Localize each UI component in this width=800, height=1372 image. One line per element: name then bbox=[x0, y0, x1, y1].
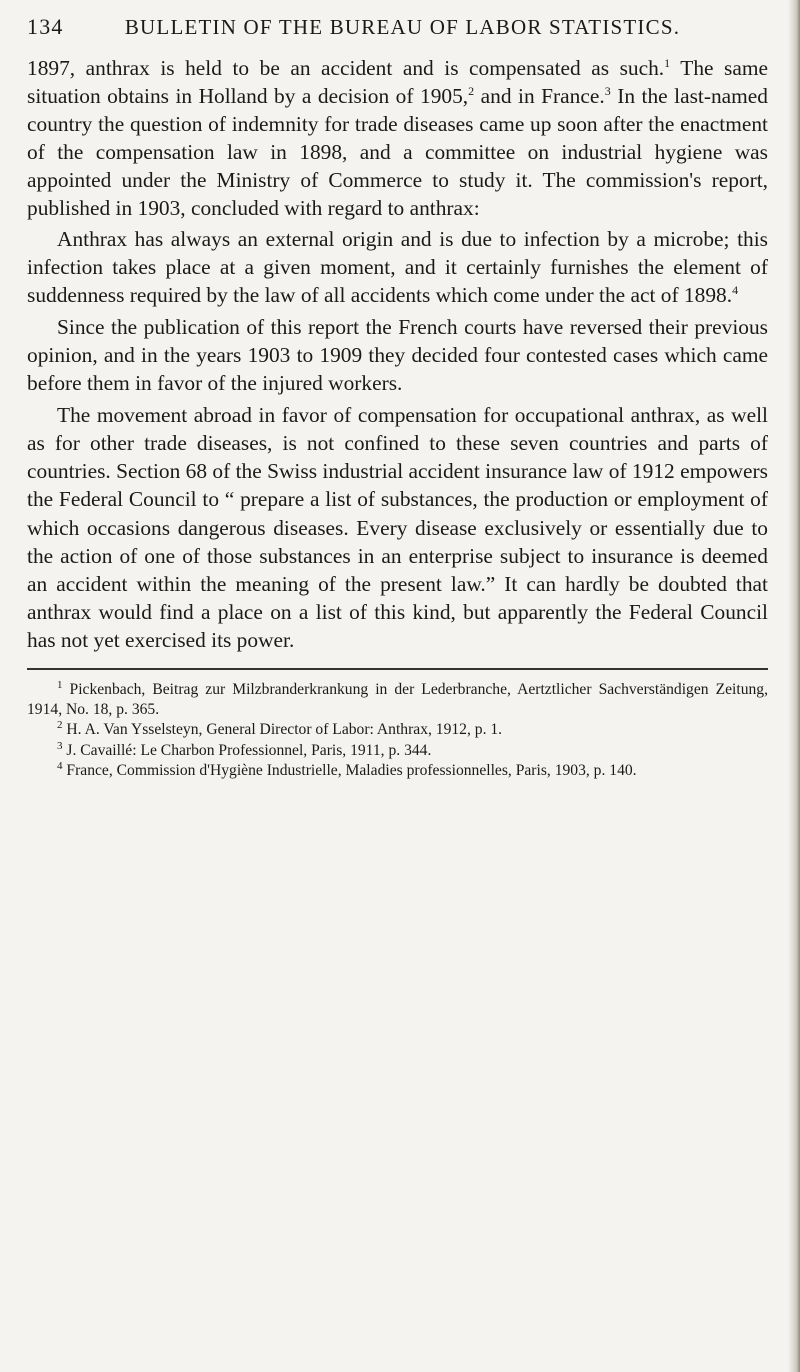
text-segment: Since the publication of this report the French courts have reversed their previous opinion, and in the years 1903 to 1909 they decided four contested cases which came before them in favor of the injured workers. bbox=[27, 314, 768, 396]
text-segment: and in France. bbox=[474, 84, 605, 109]
paragraph bbox=[27, 401, 768, 654]
footnote-marker: 2 bbox=[57, 719, 63, 732]
footnote bbox=[27, 761, 768, 781]
footnotes bbox=[27, 680, 768, 781]
footnote-text: J. Cavaillé: Le Charbon Professionnel, Paris, 1911, p. 344. bbox=[66, 741, 432, 759]
footnote-marker: 4 bbox=[57, 759, 63, 772]
footnote-marker: 1 bbox=[57, 678, 63, 691]
footnote bbox=[27, 680, 768, 720]
paragraph-continuation bbox=[27, 54, 768, 223]
text-segment: The movement abroad in favor of compensation for occupational anthrax, as well as for other trade diseases, is not confined to these seven countries and parts of countries. Section 68 of the Swiss industrial accident insurance law of 1912 empowers the Federal Council to “ prepare a list of substances, the production or employment of which occasions dangerous diseases. Every disease exclusively or essentially due to the action of one of those substances in an enterprise subject to insurance is deemed an accident within the meaning of the present law.” It can hardly be doubted that anthrax would find a place on a list of this kind, but apparently the Federal Council has not yet exercised its power. bbox=[27, 403, 768, 652]
page-number: 134 bbox=[27, 14, 64, 39]
footnote-reference: 3 bbox=[604, 84, 611, 99]
footnote-reference: 2 bbox=[468, 84, 475, 99]
running-title: BULLETIN OF THE BUREAU OF LABOR STATISTICS. bbox=[124, 15, 681, 39]
page-edge-shadow bbox=[788, 0, 800, 1372]
text-segment: In the last-named country the question of indemnity for trade diseases came up soon after the enactment of the compensation law in 1898, and a committee on industrial hygiene was appointed under the Ministry of Commerce to study it. The commission's report, published in 1903, concluded with regard to anthrax: bbox=[27, 84, 768, 221]
text-segment: Anthrax has always an external origin and is due to infection by a microbe; this infection takes place at a given moment, and it certainly furnishes the element of suddenness required by the law of all accidents which come under the act of 1898. bbox=[27, 226, 768, 307]
footnote-divider bbox=[27, 668, 768, 670]
footnote-text: H. A. Van Ysselsteyn, General Director of Labor: Anthrax, 1912, p. 1. bbox=[66, 721, 503, 739]
text-segment: The same situation obtains in Holland by a decision of 1905, bbox=[27, 56, 769, 109]
footnote-reference: 1 bbox=[664, 56, 671, 70]
text-segment: 1897, anthrax is held to be an accident and is compensated as such. bbox=[27, 56, 665, 80]
body-text bbox=[27, 54, 768, 654]
document-page bbox=[27, 14, 768, 781]
footnote bbox=[27, 741, 768, 761]
paragraph bbox=[27, 313, 768, 397]
block-quote bbox=[27, 225, 768, 309]
footnote-reference: 4 bbox=[732, 282, 739, 297]
footnote bbox=[27, 720, 768, 740]
footnote-text: Pickenbach, Beitrag zur Milzbranderkrankung in der Lederbranche, Aertztlicher Sachverständigen Zeitung, 1914, No. 18, p. 365. bbox=[27, 680, 768, 719]
footnote-text: France, Commission d'Hygiène Industrielle, Maladies professionnelles, Paris, 1903, p. 140. bbox=[66, 761, 637, 779]
footnote-marker: 3 bbox=[57, 739, 63, 752]
running-header bbox=[27, 14, 768, 54]
